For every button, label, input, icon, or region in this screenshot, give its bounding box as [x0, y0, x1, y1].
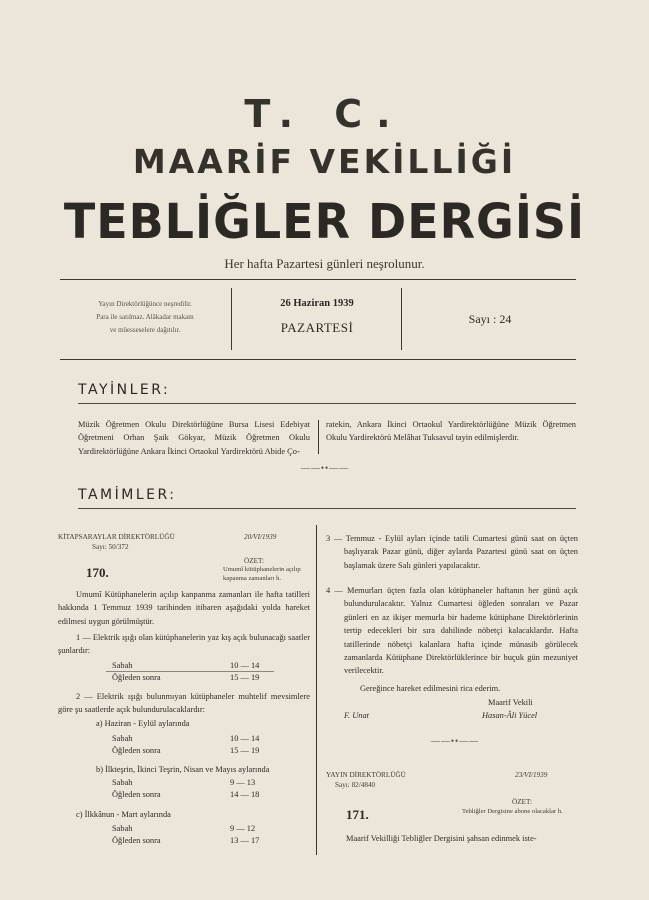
t170-item-3: 3 — Temmuz - Eylül ayları içinde tatili Cumartesi günü saat on üçten başlıyarak Pazar günü, diğer aylarda Pazartesi günü saat on üçten başlamak üzere Salı günleri yapılacaktır.	[326, 534, 578, 570]
t170-summary-label: ÖZET:	[244, 557, 265, 565]
t170-item-2: 2 — Elektrik ışığı bulunmıyan kütüphaneler muhtelif mevsimlere göre şu saatlerde açık bulundurulacaklardır:	[58, 692, 310, 715]
section-rule-tayinler	[78, 403, 576, 404]
t170-sub-c-afternoon-hours: 13 — 17	[230, 836, 260, 845]
t170-date: 20/VI/1939	[244, 533, 277, 541]
t170-sub-a-afternoon-label: Öğleden sonra	[112, 746, 161, 755]
t170-sub-a-afternoon-hours: 15 — 19	[230, 746, 260, 755]
t171-office: YAYIN DİREKTÖRLÜĞÜ	[326, 771, 406, 779]
infobox-publisher-note: Yayın Direktörlüğünce neşredilir. Para ile satılmaz. Alâkadar makam ve müesseselere dağıtılır.	[96, 300, 194, 334]
t170-office: KİTAPSARAYLAR DİREKTÖRLÜĞÜ	[58, 533, 175, 541]
section-heading-tayinler: TAYİNLER:	[78, 382, 171, 398]
t170-item-1: 1 — Elektrik ışığı olan kütüphanelerin yaz kış açık bulunacağı saatler şunlardır:	[58, 633, 310, 656]
tayinler-text-right: ratekin, Ankara İkinci Ortaokul Yardirektörlüğüne Müzik Öğretmen Okulu Yardirektörü Melâhat Tuksavul tayin edilmişlerdir.	[326, 420, 576, 443]
infobox-top-rule	[60, 279, 576, 280]
t171-number: 171.	[346, 807, 369, 822]
t171-date: 23/VI/1939	[515, 771, 548, 779]
t170-sub-b-morning-label: Sabah	[112, 778, 133, 787]
t171-summary: Tebliğler Dergisine abone olacaklar h.	[462, 808, 563, 815]
t170-sub-c-afternoon-label: Öğleden sonra	[112, 836, 161, 845]
issue-number: Sayı : 24	[468, 312, 512, 326]
t170-item-4: 4 — Memurları üçten fazla olan kütüphaneler haftanın her günü açık bulundurulacaktır. Yalnız Cumartesi öğleden sonraları ve Pazar günleri en az ikişer memurla bir hademe kütüphane Direktörlerinin tertip edecekleri bir sıra dahilinde nöbetçi kalacaklardır. Hafta tatillerinde nöbetçi kalanlara hafta içinde münasib görülecek zamanlarda Kütüphane Direktörlüklerince bir buçuk gün mezuniyet verilecektir.	[326, 586, 578, 676]
t170-sub-b: b) İlkteşrin, İkinci Teşrin, Nisan ve Mayıs aylarında	[96, 765, 270, 774]
t170-sub-a-morning-hours: 10 — 14	[230, 734, 260, 743]
t170-number: 170.	[86, 565, 109, 580]
t170-sub-c-morning-label: Sabah	[112, 824, 133, 833]
t170-item-1-afternoon-label: Öğleden sonra	[112, 673, 161, 682]
t170-signer-name: Hasan-Âli Yücel	[482, 711, 538, 720]
t170-sub-b-afternoon-label: Öğleden sonra	[112, 790, 161, 799]
infobox-divider-1	[231, 288, 232, 350]
t170-summary: Umumî kütüphanelerin açılıp kapanma zamanları h.	[223, 566, 301, 582]
tayinler-text-left: Müzik Öğretmen Okulu Direktörlüğüne Bursa Lisesi Edebiyat Öğretmeni Orhan Şaik Gökyar, Müzik Öğretmen Okulu Yardirektörlüğüne Ankara İkinci Ortaokul Yardirektörü Abide Ço-	[78, 420, 310, 456]
t170-intro: Umumî Kütüphanelerin açılıp kanpanma zamanları ile hafta tatilleri hakkında 1 Temmuz 1939 tarihinden itibaren aşağıdaki yolda hareket edilmesi uygun görülmüştür.	[58, 590, 310, 626]
masthead-journal-title: TEBLİĞLER DERGİSİ	[63, 192, 586, 250]
t170-sub-b-morning-hours: 9 — 13	[230, 778, 256, 787]
masthead-subtitle: Her hafta Pazartesi günleri neşrolunur.	[224, 256, 425, 271]
issue-date: 26 Haziran 1939	[280, 298, 354, 309]
t170-item-1-morning-hours: 10 — 14	[230, 661, 260, 670]
t170-sub-c: c) İlkkânun - Mart aylarında	[76, 810, 171, 819]
section-heading-tamimler: TAMİMLER:	[78, 487, 177, 503]
t171-summary-label: ÖZET:	[512, 798, 533, 806]
t171-text: Maarif Vekilliği Tebliğler Dergisini şahsan edinmek iste-	[346, 834, 537, 843]
section-rule-tamimler	[78, 508, 576, 509]
t170-sub-a: a) Haziran - Eylül aylarında	[96, 719, 190, 728]
infobox-divider-2	[401, 288, 402, 350]
t170-signer-title: Maarif Vekili	[488, 698, 533, 707]
t170-sub-a-morning-label: Sabah	[112, 734, 133, 743]
t170-item-1-row-rule	[106, 671, 274, 672]
t170-initials: F. Unat	[344, 711, 369, 720]
t170-item-1-afternoon-hours: 15 — 19	[230, 673, 260, 682]
t170-separator: ——••——	[430, 736, 480, 746]
issue-weekday: PAZARTESİ	[280, 320, 354, 335]
t170-sub-b-afternoon-hours: 14 — 18	[230, 790, 260, 799]
t170-reference: Sayı: 50/372	[92, 543, 129, 551]
masthead-ministry: MAARİF VEKİLLİĞİ	[132, 142, 517, 181]
t170-item-1-morning-label: Sabah	[112, 661, 133, 670]
section-separator: ——••——	[300, 463, 350, 473]
tamimler-column-rule	[316, 525, 317, 855]
tayinler-column-rule	[318, 420, 319, 454]
masthead-tc: T. C.	[244, 92, 405, 136]
t170-sub-c-morning-hours: 9 — 12	[230, 824, 256, 833]
t170-closing: Gereğince hareket edilmesini rica ederim.	[360, 684, 501, 693]
infobox-bottom-rule	[60, 359, 576, 360]
t171-reference: Sayı: 82/4840	[335, 781, 376, 789]
